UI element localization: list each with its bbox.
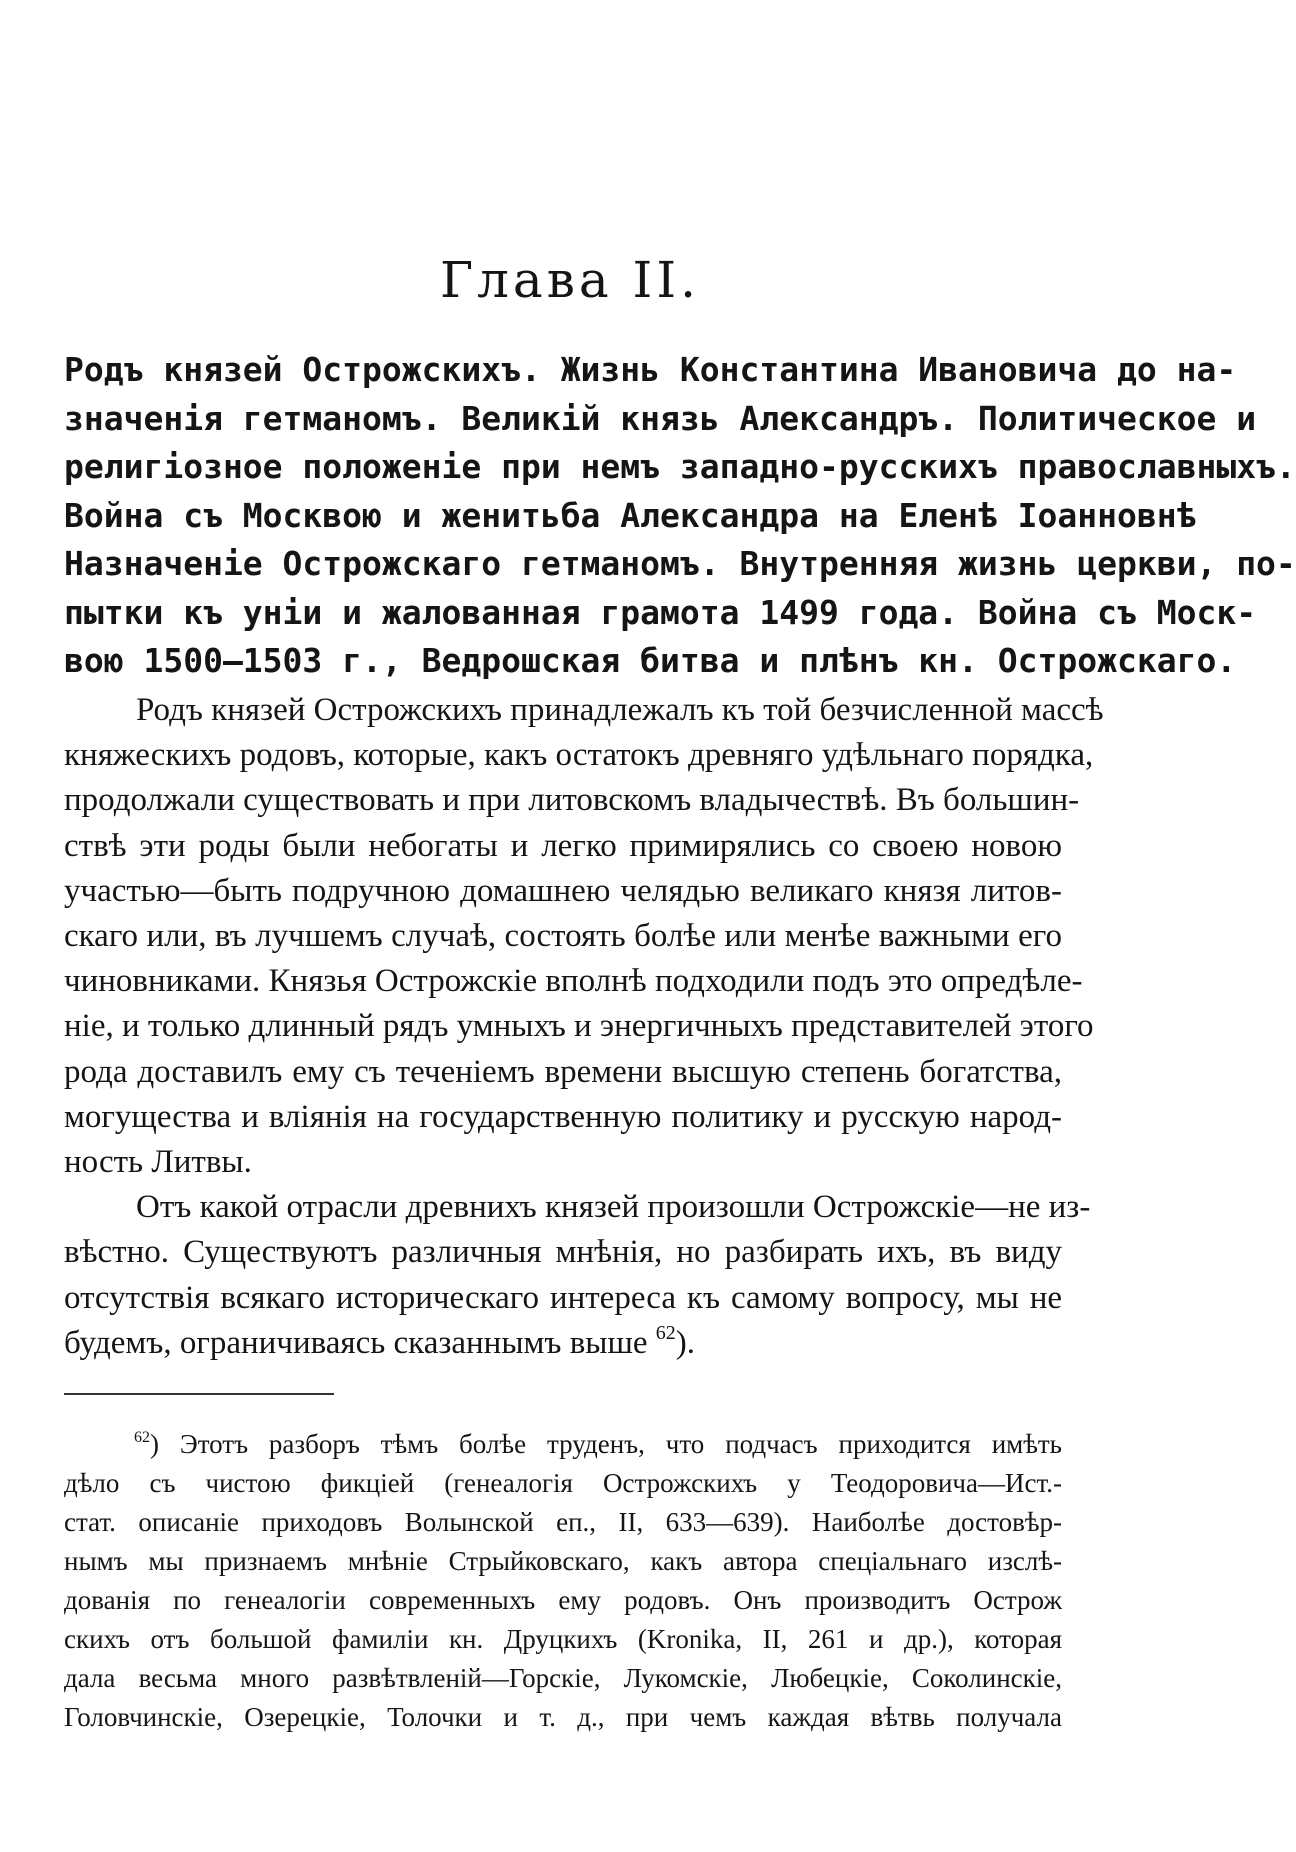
footnote-reference[interactable]: 62 [655,1321,676,1344]
text-line-last [64,1321,1062,1366]
paragraph-1 [64,688,1104,1185]
text-line: отсутствія всякаго историческаго интереса къ самому вопросу, мы не [64,1279,1062,1316]
summary-line: религіозное положеніе при немъ западно-русскихъ православныхъ. [64,447,1296,486]
footnote-line: стат. описаніе приходовъ Волынской еп., II, 633—639). Наиболѣе достовѣр- [64,1507,1062,1537]
summary-line: вою 1500—1503 г., Ведрошская битва и плѣнъ кн. Острожскаго. [64,641,1237,680]
paragraph-2 [64,1185,1091,1366]
summary-line: Родъ князей Острожскихъ. Жизнь Константина Ивановича до на- [64,350,1237,389]
summary-line: Назначеніе Острожскаго гетманомъ. Внутренняя жизнь церкви, по- [64,544,1296,583]
footnote-line [64,1425,1062,1464]
text-line: чиновниками. Князья Острожскіе вполнѣ подходили подъ это опредѣле- [64,963,1083,1000]
text-line: Отъ какой отрасли древнихъ князей произошли Острожскіе—не из- [136,1189,1091,1226]
text-line: продолжали существовать и при литовскомъ владычествѣ. Въ большин- [64,782,1080,819]
footnote-line: нымъ мы признаемъ мнѣніе Стрыйковскаго, какъ автора спеціальнаго изслѣ- [64,1546,1062,1576]
footnote-number: 62 [134,1429,150,1446]
text-line: княжескихъ родовъ, которые, какъ остатокъ древняго удѣльнаго порядка, [64,737,1094,774]
footnote-line: Головчинскіе, Озерецкіе, Толочки и т. д., при чемъ каждая вѣтвь получала [64,1702,1062,1732]
chapter-title: Глава II. [440,251,700,309]
footnote [64,1425,1062,1737]
main-text [64,688,1104,1366]
text-line: Родъ князей Острожскихъ принадлежалъ къ той безчисленной массѣ [136,692,1104,728]
text-line: ніе, и только длинный рядъ умныхъ и энергичныхъ представителей этого [64,1008,1094,1045]
text-line: ность Литвы. [64,1144,252,1181]
summary-line: Война съ Москвою и женитьба Александра на Еленѣ Іоанновнѣ [64,495,1197,535]
text-fragment: ) Этотъ разборъ тѣмъ болѣе труденъ, что подчасъ приходится имѣть [150,1429,1062,1459]
text-fragment: ). [675,1324,696,1361]
text-line: ствѣ эти роды были небогаты и легко примирялись со своею новою [64,827,1062,864]
footnote-line: дала весьма много развѣтвленій—Горскіе, Лукомскіе, Любецкіе, Соколинскіе, [64,1663,1062,1693]
text-line: могущества и вліянія на государственную политику и русскую народ- [64,1098,1062,1135]
summary-line: значенія гетманомъ. Великій князь Александръ. Политическое и [64,398,1257,438]
text-fragment: будемъ, ограничиваясь сказаннымъ выше [64,1324,648,1361]
footnote-divider [64,1393,334,1395]
text-line: скаго или, въ лучшемъ случаѣ, состоять болѣе или менѣе важными его [64,918,1062,955]
summary-line: пытки къ уніи и жалованная грамота 1499 года. Война съ Моск- [64,592,1257,632]
footnote-line: дѣло съ чистою фикціей (генеалогія Острожскихъ у Теодоровича—Ист.- [64,1468,1062,1498]
text-line: участью—быть подручною домашнею челядью великаго князя литов- [64,872,1062,909]
chapter-summary [64,346,1296,686]
footnote-line: скихъ отъ большой фамиліи кн. Друцкихъ (Kronika, II, 261 и др.), которая [64,1624,1062,1654]
footnote-line: дованія по генеалогіи современныхъ ему родовъ. Онъ производитъ Острож [64,1585,1062,1615]
text-line: вѣстно. Существуютъ различныя мнѣнія, но разбирать ихъ, въ виду [64,1234,1062,1271]
text-line: рода доставилъ ему съ теченіемъ времени высшую степень богатства, [64,1053,1062,1090]
